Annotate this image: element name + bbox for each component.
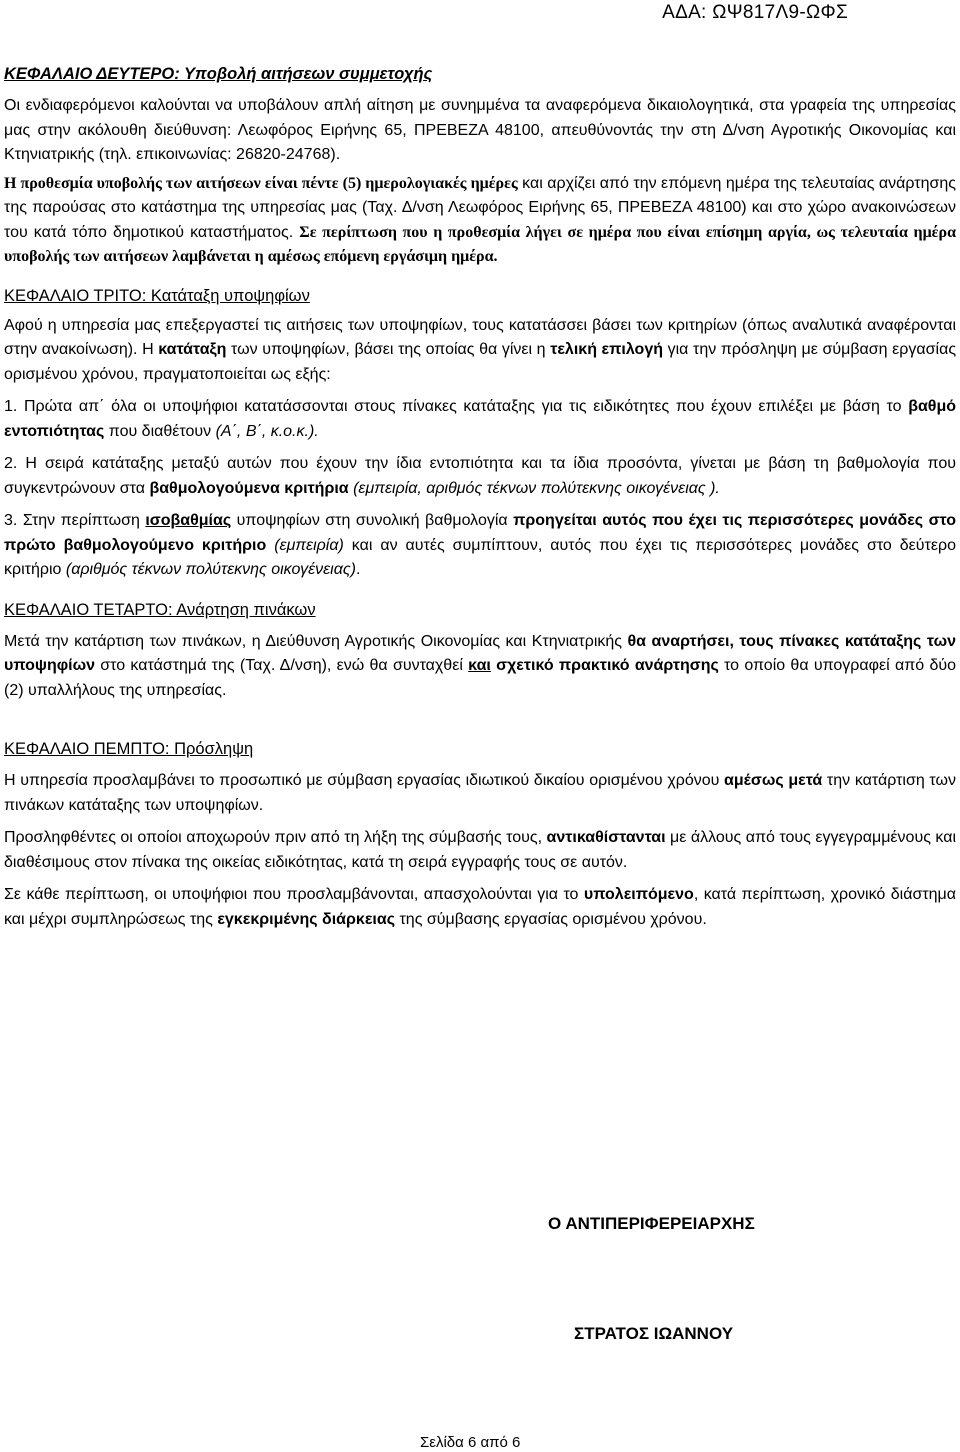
bold-underline-segment: ισοβαθμίας xyxy=(145,512,232,529)
text-segment: με άλλους από τους εγγεγραμμένους και διαθέσιμους στον πίνακα της οικείας ειδικότητας, κατά τη σειρά εγγραφής τους σε αυτόν. xyxy=(4,829,956,871)
chapter4-paragraph-1 xyxy=(4,630,956,704)
text-segment: 2. Η σειρά κατάταξης μεταξύ αυτών που έχουν την ίδια εντοπιότητα και τα ίδια προσόντα, γίνεται με βάση τη βαθμολογία που συγκεντρώνουν στα xyxy=(4,455,956,497)
chapter2-paragraph-1 xyxy=(4,94,956,168)
text-segment xyxy=(266,537,274,554)
text-segment: Προσληφθέντες οι οποίοι αποχωρούν πριν από τη λήξη της σύμβασής τους, xyxy=(4,829,547,846)
text-segment: για την πρόσληψη με σύμβαση εργασίας ορισμένου χρόνου, πραγματοποιείται ως εξής: xyxy=(4,341,957,383)
document-body xyxy=(4,62,956,932)
chapter5-title: ΚΕΦΑΛΑΙΟ ΠΕΜΠΤΟ: Πρόσληψη xyxy=(4,740,254,758)
page-number: Σελίδα 6 από 6 xyxy=(420,1434,521,1451)
text-segment: 3. Στην περίπτωση xyxy=(4,512,146,529)
chapter5-paragraph-1 xyxy=(4,769,956,818)
signature-role: Ο ΑΝΤΙΠΕΡΙΦΕΡΕΙΑΡΧΗΣ xyxy=(548,1214,755,1233)
chapter2-title: ΚΕΦΑΛΑΙΟ ΔΕΥΤΕΡΟ: Υποβολή αιτήσεων συμμετοχής xyxy=(4,65,433,83)
text-segment: των υποψηφίων, βάσει της οποίας θα γίνει η xyxy=(226,341,551,358)
text-segment: υποψηφίων στη συνολική βαθμολογία xyxy=(231,512,514,529)
italic-segment: (εμπειρία, αριθμός τέκνων πολύτεκνης οικογένειας ). xyxy=(353,479,720,497)
ada-code: ΑΔΑ: ΩΨ817Λ9-ΩΦΣ xyxy=(662,2,848,23)
bold-segment: υπολειπόμενο xyxy=(583,886,694,903)
text-segment: Μετά την κατάρτιση των πινάκων, η Διεύθυνση Αγροτικής Οικονομίας και Κτηνιατρικής xyxy=(4,632,628,650)
bold-underline-segment: και xyxy=(468,657,491,674)
text-segment: Σε κάθε περίπτωση, οι υποψήφιοι που προσλαμβάνονται, απασχολούνται για το xyxy=(4,886,584,903)
text-segment: το οποίο θα υπογραφεί από δύο (2) υπαλλήλους της υπηρεσίας. xyxy=(4,657,957,699)
text-segment: Αφού η υπηρεσία μας επεξεργαστεί τις αιτήσεις των υποψηφίων, τους κατατάσσει βάσει των κριτηρίων (όπως αναλυτικά αναφέρονται στην ανακοίνωση). Η xyxy=(4,316,956,358)
text-segment: στο κατάστημά της (Ταχ. Δ/νση), ενώ θα συνταχθεί xyxy=(95,657,469,674)
bold-segment: αμέσως μετά xyxy=(724,772,823,789)
bold-segment: τελική επιλογή xyxy=(550,341,663,358)
bold-segment: προηγείται αυτός που έχει τις περισσότερες μονάδες στο πρώτο βαθμολογούμενο κριτήριο xyxy=(4,512,956,554)
text-segment: της σύμβασης εργασίας ορισμένου χρόνου. xyxy=(395,910,707,928)
text-segment: Η υπηρεσία προσλαμβάνει το προσωπικό με σύμβαση εργασίας ιδιωτικού δικαίου ορισμένου χρόνου xyxy=(4,772,725,789)
text-segment: την κατάρτιση των πινάκων κατάταξης των υποψηφίων. xyxy=(4,772,957,814)
bold-segment: θα αναρτήσει, τους πίνακες κατάταξης των υποψηφίων xyxy=(4,632,957,674)
text-segment: . xyxy=(355,561,361,578)
text-segment: 1. Πρώτα απ΄ όλα οι υποψήφιοι κατατάσσονται στους πίνακες κατάταξης για τις ειδικότητες που έχουν επιλέξει με βάση το xyxy=(4,398,909,415)
chapter2-p1-text: Οι ενδιαφερόμενοι καλούνται να υποβάλουν απλή αίτηση με συνημμένα τα αναφερόμενα δικαιολογητικά, στα γραφεία της υπηρεσίας μας στην ακόλουθη διεύθυνση: Λεωφόρος Ειρήνης 65, ΠΡΕΒΕΖΑ 48100, απευθύνοντάς την στη Δ/νση Αγροτικής Οικονομίας και Κτηνιατρικής (τηλ. επικοινωνίας: 26820-24768). xyxy=(4,97,956,163)
chapter3-paragraph-1 xyxy=(4,314,956,388)
bold-segment: εγκεκριμένης διάρκειας xyxy=(217,910,396,928)
chapter2-paragraph-2 xyxy=(4,172,956,270)
bold-segment: βαθμολογούμενα κριτήρια xyxy=(149,479,349,497)
chapter4-title: ΚΕΦΑΛΑΙΟ ΤΕΤΑΡΤΟ: Ανάρτηση πινάκων xyxy=(4,600,316,619)
chapter5-paragraph-3 xyxy=(4,883,956,932)
chapter3-item-1 xyxy=(4,395,956,444)
text-segment: και αν αυτές συμπίπτουν, αυτός που έχει τις περισσότερες μονάδες στο δεύτερο κριτήριο xyxy=(4,536,957,578)
chapter3-title: ΚΕΦΑΛΑΙΟ ΤΡΙΤΟ: Κατάταξη υποψηφίων xyxy=(4,286,310,305)
bold-segment: αντικαθίστανται xyxy=(546,829,666,846)
bold-segment: σχετικό πρακτικό ανάρτησης xyxy=(496,657,719,674)
text-segment: που διαθέτουν xyxy=(104,422,216,440)
holiday-bold: Σε περίπτωση που η προθεσμία λήγει σε ημέρα που είναι επίσημη αργία, ως τελευταία ημέρα υποβολής των αιτήσεων λαμβάνεται η αμέσως επόμενη εργάσιμη ημέρα. xyxy=(4,223,957,265)
chapter3-item-3 xyxy=(4,509,956,583)
bold-segment: κατάταξη xyxy=(158,341,227,358)
chapter5-paragraph-2 xyxy=(4,826,956,875)
deadline-bold: Η προθεσμία υποβολής των αιτήσεων είναι πέντε (5) ημερολογιακές ημέρες xyxy=(4,174,518,192)
signature-name: ΣΤΡΑΤΟΣ ΙΩΑΝΝΟΥ xyxy=(574,1324,734,1343)
bold-segment: βαθμό εντοπιότητας xyxy=(4,398,956,440)
italic-segment: (Α΄, Β΄, κ.ο.κ.). xyxy=(215,422,319,440)
text-segment: , κατά περίπτωση, χρονικό διάστημα και μέχρι συμπληρώσεως της xyxy=(4,886,957,928)
chapter2-p2-text: και αρχίζει από την επόμενη ημέρα της τελευταίας ανάρτησης της παρούσας στο κατάστημα της υπηρεσίας μας (Ταχ. Δ/νση Λεωφόρος Ειρήνης 65, ΠΡΕΒΕΖΑ 48100) και στο χώρο ανακοινώσεων του κατά τόπο δημοτικού καταστήματος. xyxy=(4,174,957,241)
italic-segment: (εμπειρία) xyxy=(274,536,344,554)
chapter3-item-2 xyxy=(4,452,956,501)
italic-segment: (αριθμός τέκνων πολύτεκνης οικογένειας) xyxy=(65,561,356,578)
